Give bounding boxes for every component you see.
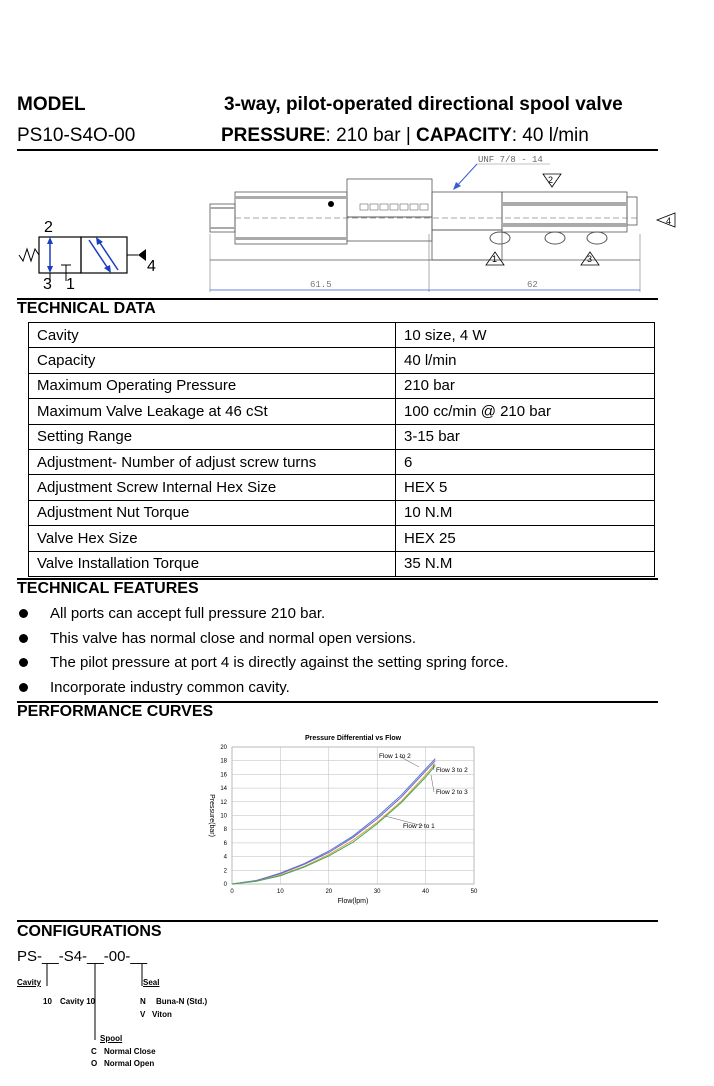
symbol-box-right [81,237,127,273]
technical-data-title: TECHNICAL DATA [17,300,156,317]
code-blank-spool: __ [87,948,104,965]
x-tick-label: 40 [422,889,429,895]
x-axis-label: Flow(lpm) [337,898,369,905]
feature-text: This valve has normal close and normal open versions. [50,630,417,647]
code-part-s4: -S4- [58,948,88,965]
model-code: PS10-S4O-00 [17,125,136,146]
code-blank-cavity: __ [42,948,59,965]
code-blank-seal: __ [130,948,148,965]
y-tick-label: 20 [220,745,227,751]
cavity-number: 10 [43,997,52,1006]
spool-code-c: C [91,1047,97,1056]
chart-annotation: Flow 3 to 2 [436,767,468,774]
symbol-port-2: 2 [44,219,53,236]
seal-code-v: V [140,1010,146,1019]
chart-annotation: Flow 2 to 3 [436,789,468,796]
row-value: HEX 5 [396,475,655,500]
pressure-label: PRESSURE [221,125,326,146]
y-tick-label: 10 [220,813,227,820]
header-rule [17,149,658,151]
feature-item [17,630,416,647]
row-label: Setting Range [29,424,396,449]
feature-item [17,679,290,696]
hydraulic-symbol [14,215,164,290]
y-tick-label: 2 [223,868,227,875]
feature-item [17,654,509,671]
table-row [29,475,655,500]
chart-title: Pressure Differential vs Flow [304,735,402,742]
y-tick-label: 4 [223,854,227,861]
x-tick-label: 30 [373,889,381,895]
configurations-title: CONFIGURATIONS [17,923,162,940]
technical-data-table [28,322,655,577]
table-row [29,424,655,449]
chart-annotation: Flow 2 to 1 [403,823,435,830]
table-row [29,500,655,525]
spool-desc-o: Normal Open [104,1059,155,1068]
x-tick-label: 10 [277,889,284,895]
x-tick-label: 0 [230,889,234,895]
table-row [29,323,655,348]
thread-label: UNF 7/8 - 14 [478,155,543,165]
spool-heading: Spool [100,1034,123,1043]
symbol-port-1: 1 [66,276,75,290]
bullet-icon [19,683,28,692]
performance-chart [195,730,495,915]
model-label: MODEL [17,94,86,115]
capacity-label: CAPACITY [416,125,512,146]
check-ball-icon [328,201,334,207]
cavity-heading: Cavity [17,978,42,987]
spool-code-o: O [91,1059,98,1068]
symbol-port-4: 4 [147,258,156,275]
table-row [29,373,655,398]
row-label: Capacity [29,348,396,373]
technical-features-title: TECHNICAL FEATURES [17,580,199,597]
spool-desc-c: Normal Close [104,1047,156,1056]
x-tick-label: 20 [325,889,333,895]
row-value: 100 cc/min @ 210 bar [396,399,655,424]
row-value: 3-15 bar [396,424,655,449]
row-value: 35 N.M [396,551,655,576]
y-tick-label: 12 [220,799,227,806]
row-label: Cavity [29,323,396,348]
row-label: Adjustment- Number of adjust screw turns [29,449,396,474]
dim-right: 62 [527,280,538,290]
y-tick-label: 16 [220,772,227,779]
port-3-label: 3 [587,254,593,264]
chart-annotation: Flow 1 to 2 [379,753,411,760]
row-value: 10 size, 4 W [396,323,655,348]
y-tick-label: 0 [223,882,227,888]
row-value: 210 bar [396,373,655,398]
product-title: 3-way, pilot-operated directional spool valve [224,94,623,115]
row-label: Maximum Valve Leakage at 46 cSt [29,399,396,424]
symbol-arrow-right-a [89,240,109,270]
row-label: Valve Hex Size [29,526,396,551]
feature-text: All ports can accept full pressure 210 bar. [50,605,326,622]
spec-separator: | [405,125,411,146]
bullet-icon [19,609,28,618]
row-label: Adjustment Screw Internal Hex Size [29,475,396,500]
spring-icon [19,249,39,261]
port-1-label: 1 [492,254,498,264]
seal-desc-v: Viton [152,1010,172,1019]
y-tick-label: 8 [223,827,227,834]
seal-desc-n: Buna-N (Std.) [156,997,208,1006]
port-4-label: 4 [666,216,672,226]
y-tick-label: 6 [223,840,227,847]
valve-cross-section [205,152,685,300]
port-2-label: 2 [548,175,554,185]
symbol-box-left [39,237,81,273]
row-label: Maximum Operating Pressure [29,373,396,398]
feature-text: The pilot pressure at port 4 is directly against the setting spring force. [50,654,509,671]
row-value: 10 N.M [396,500,655,525]
code-part-00: -00- [103,948,131,965]
feature-item [17,605,325,622]
table-row [29,348,655,373]
symbol-arrow-right-b [98,240,118,270]
row-label: Valve Installation Torque [29,551,396,576]
symbol-port-3: 3 [43,276,52,290]
pressure-value: : 210 bar [325,125,401,146]
table-row [29,399,655,424]
table-row [29,551,655,576]
spec-line [221,125,589,147]
pilot-triangle-icon [138,249,146,261]
table-row [29,526,655,551]
y-tick-label: 18 [220,758,227,765]
y-tick-label: 14 [220,786,227,793]
seal-code-n: N [140,997,146,1006]
bullet-icon [19,634,28,643]
capacity-value: : 40 l/min [511,125,589,146]
row-label: Adjustment Nut Torque [29,500,396,525]
code-part-prefix: PS- [17,948,43,965]
seal-heading: Seal [143,978,160,987]
row-value: 40 l/min [396,348,655,373]
row-value: HEX 25 [396,526,655,551]
feature-text: Incorporate industry common cavity. [50,679,290,696]
performance-rule [17,920,658,922]
x-tick-label: 50 [470,889,478,895]
dim-left: 61.5 [310,280,332,290]
cavity-desc: Cavity 10 [60,997,96,1006]
row-value: 6 [396,449,655,474]
performance-title: PERFORMANCE CURVES [17,703,214,720]
table-row [29,449,655,474]
y-axis-label: Pressure(bar) [208,794,215,837]
bullet-icon [19,658,28,667]
